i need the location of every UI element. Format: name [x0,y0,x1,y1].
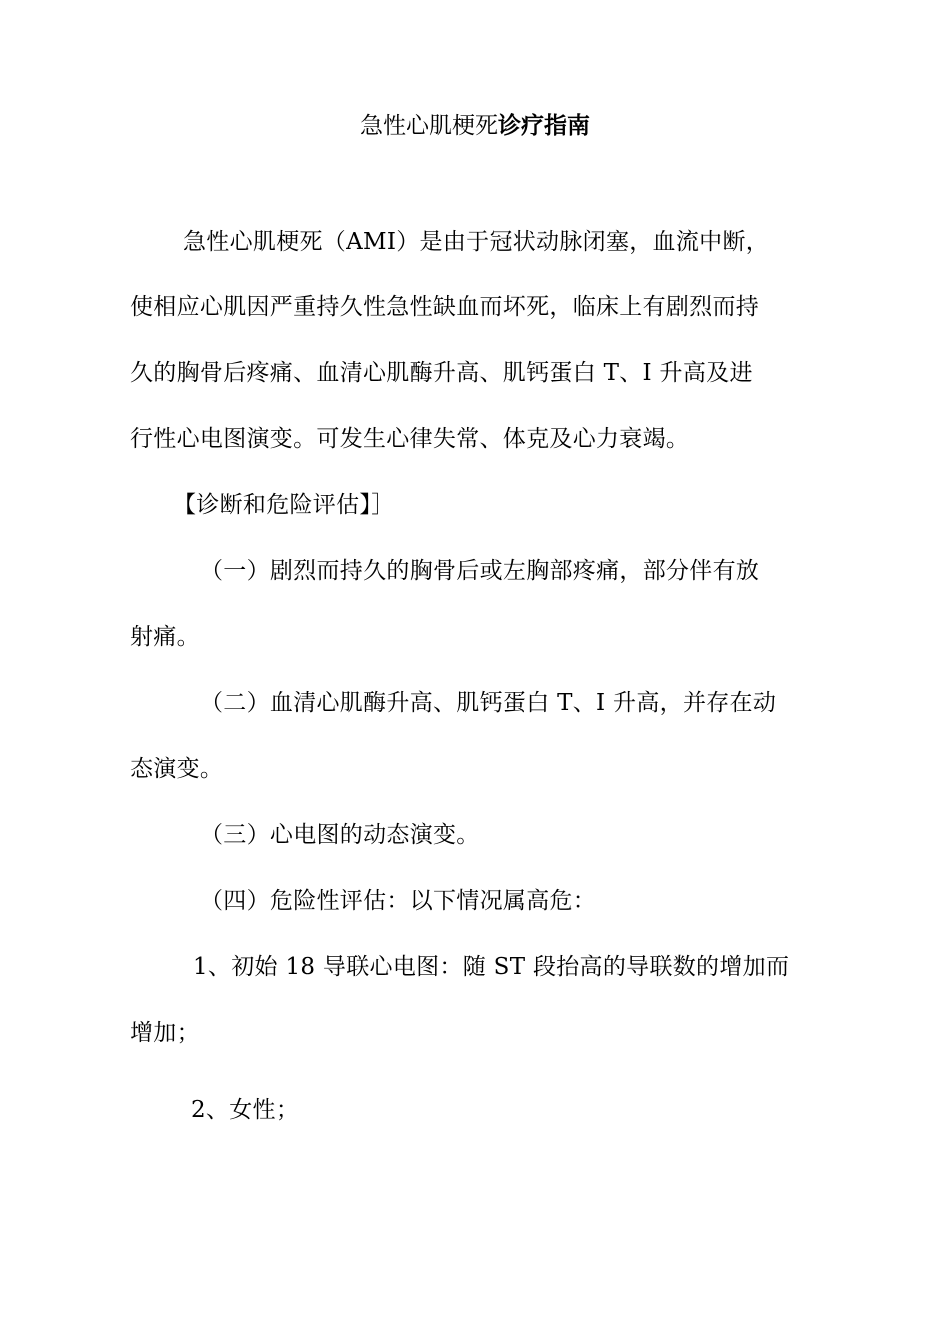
intro-line-1: 急性心肌梗死（AMI）是由于冠状动脉闭塞，血流中断， [183,229,770,255]
sub-item-2: 2、女性； [191,1097,300,1123]
item-1-line-1: （一）剧烈而持久的胸骨后或左胸部疼痛，部分伴有放 [200,558,760,584]
title-bold: 诊疗指南 [498,113,590,139]
intro-line-4: 行性心电图演变。可发生心律失常、体克及心力衰竭。 [130,426,690,452]
intro-line-3: 久的胸骨后疼痛、血清心肌酶升高、肌钙蛋白 T、I 升高及进 [130,360,753,386]
item-1-line-2: 射痛。 [130,624,200,650]
document-title [0,108,950,144]
item-2-line-1: （二）血清心肌酶升高、肌钙蛋白 T、I 升高，并存在动 [200,690,777,716]
section-heading: 【诊断和危险评估】］ [173,492,395,518]
item-3: （三）心电图的动态演变。 [200,822,480,848]
sub-item-1-line-2: 增加； [130,1020,200,1046]
item-2-line-2: 态演变。 [130,756,224,782]
title-regular: 急性心肌梗死 [360,113,498,139]
intro-line-2: 使相应心肌因严重持久性急性缺血而坏死，临床上有剧烈而持 [130,294,760,320]
item-4: （四）危险性评估：以下情况属高危： [200,888,597,914]
sub-item-1-line-1: 1、初始 18 导联心电图：随 ST 段抬高的导联数的增加而 [193,954,790,980]
